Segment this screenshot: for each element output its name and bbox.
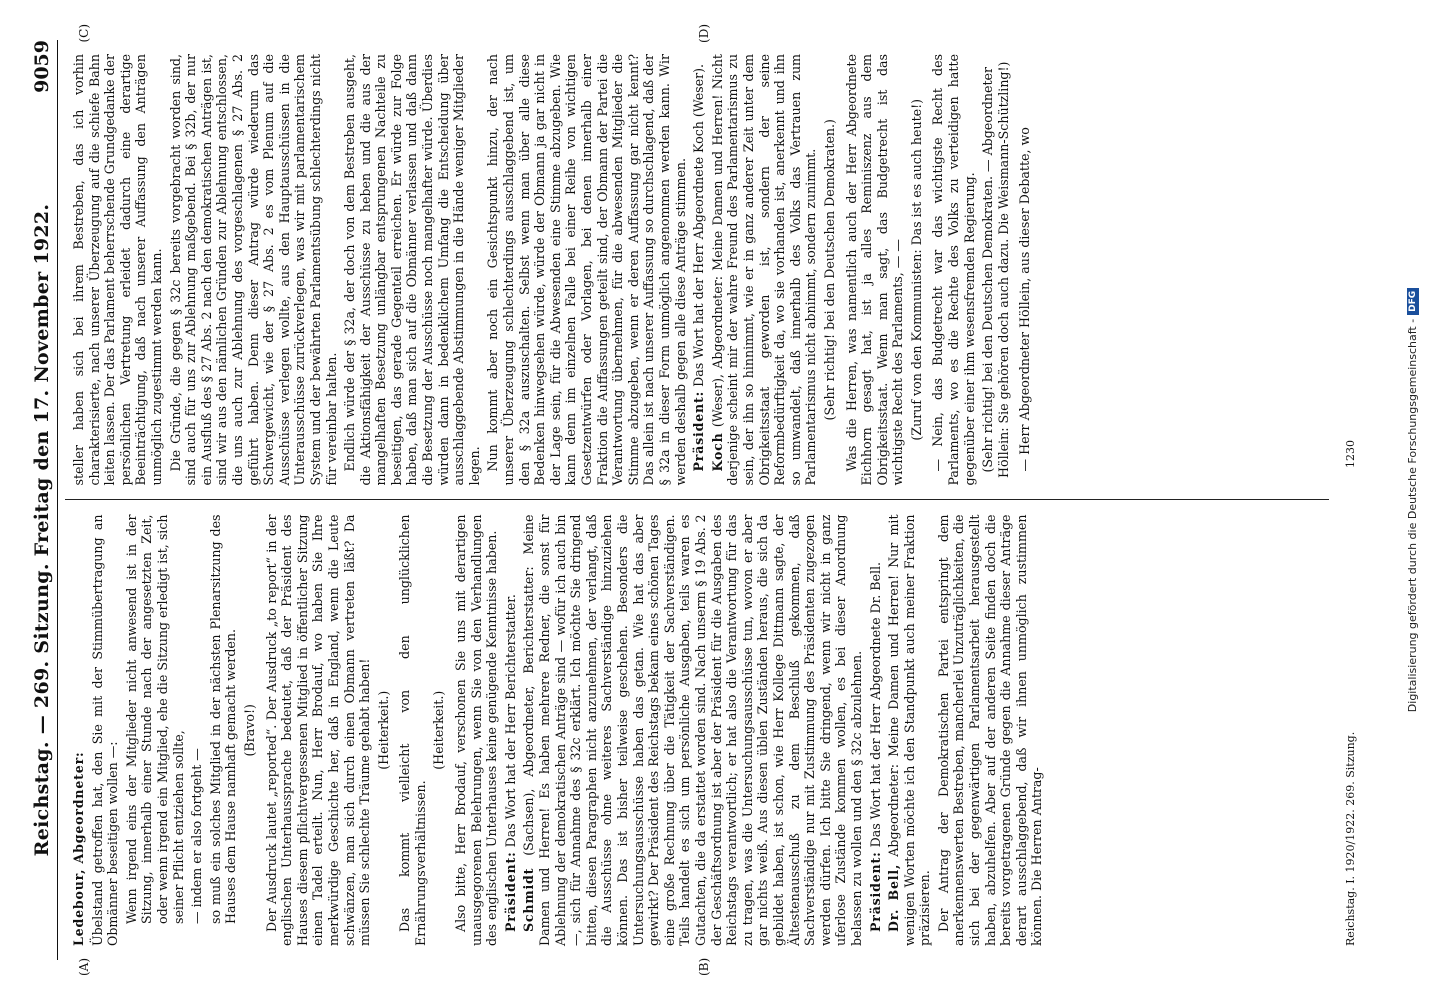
speaker-name: Schmidt bbox=[521, 867, 537, 932]
interjection: (Sehr richtig! bei den Deutschen Demokraten.) bbox=[821, 119, 837, 421]
margin-mark-a: (A) bbox=[77, 957, 91, 976]
interjection: (Zuruf von den Kommunisten: Das ist es auch heute!) bbox=[908, 98, 924, 441]
margin-mark-c: (C) bbox=[77, 24, 91, 43]
quotation: Wenn irgend eins der Mitglieder nicht anwesend ist in der Sitzung, innerhalb einer Stunde nach der angesetzten Zeit, oder wenn irgend ein Mitglied, ehe die Sitzung erledigt ist, sich seiner Pflicht entziehen sollte, bbox=[123, 514, 186, 924]
footer-sheet-number: 1230 bbox=[1344, 440, 1357, 468]
speaker-name: Präsident: bbox=[691, 390, 707, 472]
paragraph: Der Antrag der Demokratischen Partei entspringt dem anerkennenswerten Bestreben, mancherlei Unzuträglichkeiten, die sich bei der gegenwärtigen Parlamentsarbeit herausgestellt haben, abzuhelfen. Aber auf der anderen Seite finden doch die bereits vorgetragenen Gründe gegen die Annahme dieser Anträge derart ausschlaggebend, daß wir ihnen unmöglich zustimmen können. Die Herren Antrag- bbox=[935, 514, 1045, 946]
rotated-newspaper-page bbox=[7, 20, 1387, 980]
page-number: 9059 bbox=[31, 40, 53, 93]
paragraph: Präsident: Das Wort hat der Herr Berichterstatter. bbox=[502, 594, 518, 932]
quotation: so muß ein solches Mitglied in der nächsten Plenarsitzung des Hauses dem Hause namhaft gemacht werden. bbox=[207, 514, 239, 924]
speaker-line: Ledebour, Abgeordneter: bbox=[71, 751, 86, 946]
paragraph: steller haben sich bei ihrem Bestreben, das ich vorhin charakterisierte, nach unserer Überzeugung auf die schiefe Bahn leiten lassen. Der das Parlament beherrschende Grundgedanke der persönlichen Vertretung erleidet dadurch eine derartige Beeinträchtigung, daß nach unserer Auffassung den Anträgen unmöglich zugestimmt werden kann. bbox=[71, 54, 164, 486]
interjection: (Bravo!) bbox=[241, 704, 257, 757]
paragraph: Schmidt (Sachsen), Abgeordneter, Berichterstatter: Meine Damen und Herren! Es haben mehrere Redner, die sonst für Ablehnung der demokratischen Anträge sind — wofür ich auch bin —, sich für Annahme des § 32c erklärt. Ich möchte Sie dringend bitten, diesen Paragraphen nicht anzunehmen, der verlangt, daß die Ausschüsse ohne weiteres Sachverständige hinzuziehen können. Das ist bisher teilweise geschehen. Besonders die Untersuchungsausschüsse haben das getan. Wie hat das aber gewirkt? Der Präsident des Reichstags bekam eines schönen Tages eine große Rechnung über die Tätigkeit der Sachverständigen. Teils handelt es sich um persönliche Ausgaben, teils waren es Gutachten, die da erstattet worden sind. Nach unserm § 19 Abs. 2 der Geschäftsordnung ist aber der Präsident für die Ausgaben des Reichstags verantwortlich; er hat also die Verantwortung für das zu tragen, was die Untersuchungsausschüsse tun, wovon er aber gar nichts weiß. Aus diesen üblen Zuständen heraus, die sich da gebildet haben, ist schon, wie Herr Kollege Dittmann sagte, der Ältestenausschuß zu dem Beschluß gekommen, daß Sachverständige nur mit Zustimmung des Präsidenten zugezogen werden dürfen. Ich bitte Sie dringend, wenn wir nicht in ganz uferlose Zustände kommen wollen, es bei dieser Anordnung belassen zu wollen und den § 32c abzulehnen. bbox=[521, 514, 864, 946]
paragraph: Endlich würde der § 32a, der doch von dem Bestreben ausgeht, die Aktionsfähigkeit der Ausschüsse zu heben und die aus der mangelhaften Besetzung unlängbar entsprungenen Nachteile zu beseitigen, das gerade Gegenteil erreichen. Er würde zur Folge haben, daß man sich auf die Obmänner verlassen und daß dann die Besetzung der Ausschüsse noch mangelhafter würde. Überdies würden dann in bedenklichem Umfang die Entscheidung über ausschlaggebende Abstimmungen in die Hände weniger Mitglieder legen. bbox=[342, 54, 482, 486]
page-title: Reichstag. — 269. Sitzung. Freitag den 17. November 1922. bbox=[31, 203, 53, 857]
quotation: — indem er also fortgeht — bbox=[189, 748, 205, 924]
footer-citation: Reichstag. I. 1920/1922. 269. Sitzung. bbox=[1344, 731, 1357, 946]
paragraph: Die Gründe, die gegen § 32c bereits vorgebracht worden sind, sind auch für uns zur Ablehnung maßgebend. Bei § 32b, der nur ein Ausfluß des § 27 Abs. 2 nach den demokratischen Anträgen ist, sind wir aus den nämlichen Gründen zur Ablehnung entschlossen, die uns auch zur Ablehnung des vorgeschlagenen § 27 Abs. 2 geführt haben. Denn dieser Antrag würde wiederum das Schwergewicht, wie der § 27 Abs. 2 es vom Plenum auf die Ausschüsse verlegen wollte, aus den Hauptausschüssen in die Unterausschüsse zurückverlegen, was wir mit parlamentarischem System und der bewährten Parlamentsübung schlechterdings nicht für vereinbar halten. bbox=[167, 54, 339, 486]
margin-mark-d: (D) bbox=[697, 24, 711, 43]
margin-mark-b: (B) bbox=[697, 957, 711, 976]
digitization-credit bbox=[1391, 0, 1434, 1000]
speaker-name: Präsident: bbox=[502, 851, 518, 932]
speaker-name: Koch bbox=[709, 432, 725, 472]
paragraph: Präsident: Das Wort hat der Herr Abgeordnete Koch (Weser). bbox=[691, 63, 707, 472]
paragraph: Übelstand getroffen hat, den Sie mit der Stimmübertragung an Obmänner beseitigen wollen —: bbox=[89, 514, 121, 946]
column-left bbox=[65, 501, 1329, 961]
speaker-name: Dr. Bell, bbox=[886, 863, 902, 932]
paragraph: — Herr Abgeordneter Höllein, aus dieser Debatte, wo bbox=[1017, 127, 1033, 472]
interjection: (Heiterkeit.) bbox=[375, 690, 391, 770]
interjection: (Sehr richtig! bei den Deutschen Demokraten. — Abgeordneter Höllein: Sie gehören doch auch dazu. Die Weismann-Schützling!) bbox=[980, 61, 1011, 478]
paragraph: Das kommt vielleicht von den unglücklichen Ernährungsverhältnissen. bbox=[397, 514, 428, 946]
speaker-name: Präsident: bbox=[867, 851, 883, 932]
paragraph: Also bitte, Herr Brodauf, verschonen Sie uns mit derartigen unausgegorenen Belehrungen, wenn Sie von den Verhandlungen des englischen Unterhauses keine genügende Kenntnisse haben. bbox=[453, 514, 500, 946]
paragraph: Was die Herren, was namentlich auch der Herr Abgeordnete Eichhorn gesagt hat, ist ja alles Reminiszenz aus dem Obrigkeitsstaat. Wenn man sagt, das Budgetrecht ist das wichtigste Recht des Parlaments, — — bbox=[843, 54, 906, 486]
dfg-logo: DFG bbox=[1407, 288, 1419, 315]
column-right bbox=[65, 40, 1329, 501]
interjection: (Heiterkeit.) bbox=[431, 690, 447, 770]
text-columns bbox=[65, 40, 1329, 960]
paragraph: Präsident: Das Wort hat der Herr Abgeordnete Dr. Bell. bbox=[867, 561, 883, 932]
paragraph: — Nein, das Budgetrecht war das wichtigste Recht des Parlaments, wo es die Rechte des Volks zu verteidigen hatte gegenüber einer ihm wesensfremden Regierung. bbox=[930, 54, 977, 486]
paragraph: Dr. Bell, Abgeordneter: Meine Damen und Herren! Nur mit wenigen Worten möchte ich den Standpunkt auch meiner Fraktion präzisieren. bbox=[886, 514, 933, 946]
paragraph: Koch (Weser), Abgeordneter: Meine Damen und Herren! Nicht derjenige scheint mir der wahre Freund des Parlamentarismus zu sein, der ihn so hinnimmt, wie er in ganz anderer Zeit unter dem Obrigkeitsstaat geworden ist, sondern der seine Reformbedürftigkeit da, wo sie vorhanden ist, anerkennt und ihn so umwandelt, daß innerhalb des Volks das Vertrauen zum Parlamentarismus nicht abnimmt, sondern zunimmt. bbox=[709, 54, 819, 486]
paragraph: Nun kommt aber noch ein Gesichtspunkt hinzu, der nach unserer Überzeugung schlechterdings ausschlaggebend ist, um den § 32a auszuschalten. Selbst wenn man über alle diese Bedenken hinwegsehen würde, würde der Obmann ja gar nicht in der Lage sein, für die Abwesenden eine Stimme abzugeben. Wie kann denn im einzelnen Falle bei einer Reihe von wichtigen Gesetzentwürfen oder Vorlagen, bei denen innerhalb einer Fraktion die Auffassungen geteilt sind, der Obmann der Partei die Verantwortung übernehmen, für die abwesenden Mitglieder die Stimme abzugeben, wenn er deren Auffassung gar nicht kennt? Das allein ist nach unserer Auffassung so durchschlagend, daß der § 32a in dieser Form unmöglich angenommen werden kann. Wir werden deshalb gegen alle diese Anträge stimmen. bbox=[485, 54, 688, 486]
credit-text: Digitalisierung gefördert durch die Deutsche Forschungsgemeinschaft - bbox=[1406, 318, 1419, 713]
page-header bbox=[31, 40, 58, 960]
paragraph: Der Ausdruck lautet „reported“. Der Ausdruck „to report“ in der englischen Unterhaussprache bedeutet, daß der Präsident des Hauses diesem pflichtvergessenen Mitglied in öffentlicher Sitzung einen Tadel erteilt. Nun, Herr Brodauf, wo haben Sie Ihre merkwürdige Geschichte her, daß in England, wenn die Leute schwänzen, man sich durch einen Obmann vertreten läßt? Da müssen Sie schlechte Träume gehabt haben! bbox=[263, 514, 373, 946]
